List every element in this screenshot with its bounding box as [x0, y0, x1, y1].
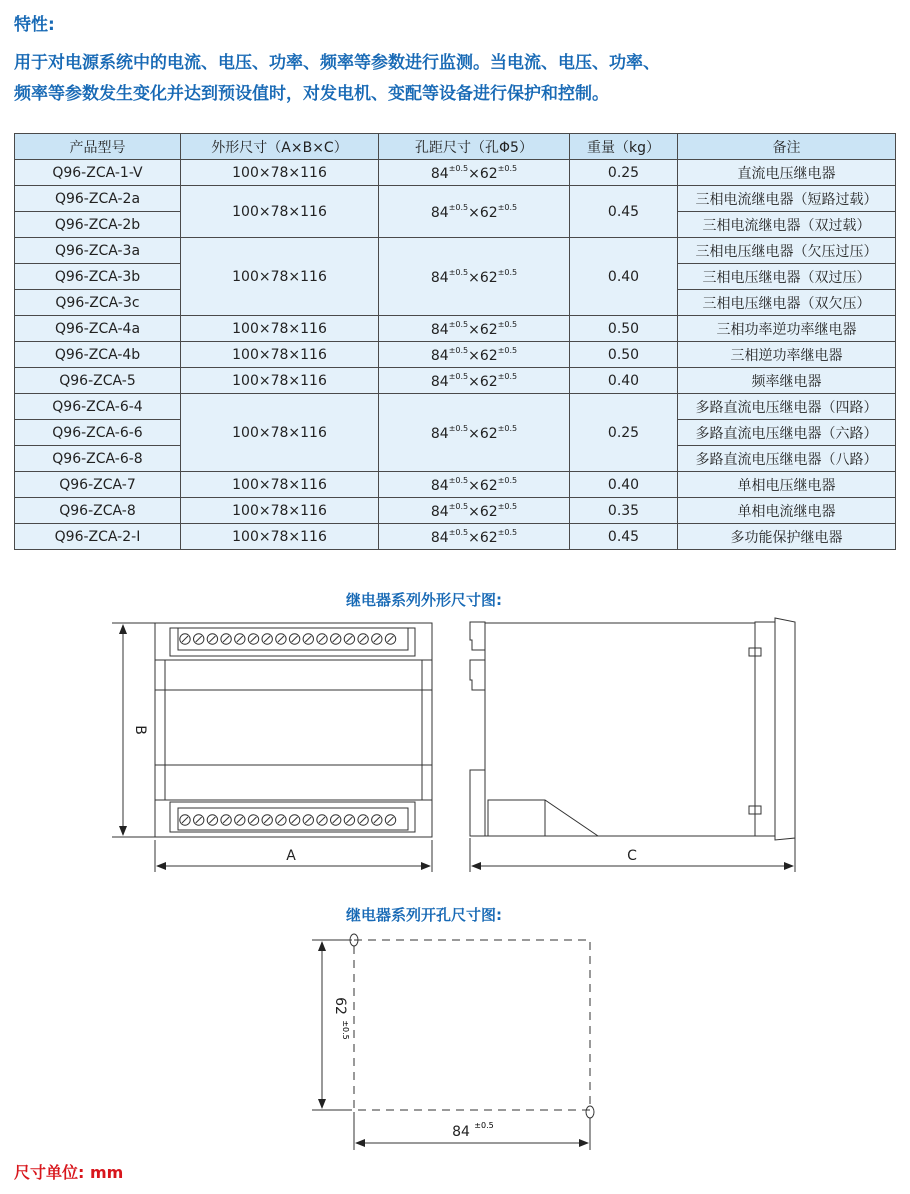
header-weight: 重量（kg） [570, 134, 678, 160]
outline-drawing-title: 继电器系列外形尺寸图: [346, 591, 502, 609]
cell-outline-size: 100×78×116 [181, 368, 379, 394]
intro-line: 用于对电源系统中的电流、电压、功率、频率等参数进行监测。当电流、电压、功率、 [14, 53, 660, 73]
cutout-drawing-title: 继电器系列开孔尺寸图: [346, 906, 502, 924]
cell-weight: 0.40 [570, 368, 678, 394]
intro-line: 频率等参数发生变化并达到预设值时，对发电机、变配等设备进行保护和控制。 [14, 84, 609, 104]
cell-outline-size: 100×78×116 [181, 498, 379, 524]
cell-model: Q96-ZCA-8 [15, 498, 181, 524]
dimension-c-label: C [627, 848, 637, 864]
header-notes: 备注 [678, 134, 896, 160]
cell-outline-size: 100×78×116 [181, 160, 379, 186]
cell-hole-spacing: $84^{\pm 0.5}\times 62^{\pm 0.5}$ [379, 238, 570, 316]
cell-hole-spacing: $84^{\pm 0.5}\times 62^{\pm 0.5}$ [379, 524, 570, 550]
dimension-a-label: A [286, 848, 296, 864]
cell-model: Q96-ZCA-1-V [15, 160, 181, 186]
cell-hole-spacing: $84^{\pm 0.5}\times 62^{\pm 0.5}$ [379, 316, 570, 342]
header-outline-size: 外形尺寸（A×B×C） [181, 134, 379, 160]
cell-outline-size: 100×78×116 [181, 394, 379, 472]
cell-notes: 单相电流继电器 [678, 498, 896, 524]
relay-body-outline [155, 623, 432, 837]
cell-weight: 0.25 [570, 160, 678, 186]
cell-hole-spacing: $84^{\pm 0.5}\times 62^{\pm 0.5}$ [379, 186, 570, 238]
side-view [470, 618, 795, 872]
cell-notes: 单相电压继电器 [678, 472, 896, 498]
cell-hole-spacing: $84^{\pm 0.5}\times 62^{\pm 0.5}$ [379, 368, 570, 394]
cell-weight: 0.40 [570, 238, 678, 316]
cell-notes: 三相电压继电器（双欠压） [678, 290, 896, 316]
cell-notes: 直流电压继电器 [678, 160, 896, 186]
cell-model: Q96-ZCA-6-8 [15, 446, 181, 472]
cell-model: Q96-ZCA-3c [15, 290, 181, 316]
cell-notes: 三相电流继电器（短路过载） [678, 186, 896, 212]
cell-model: Q96-ZCA-4a [15, 316, 181, 342]
cell-weight: 0.45 [570, 524, 678, 550]
cell-outline-size: 100×78×116 [181, 186, 379, 238]
cell-notes: 三相电压继电器（欠压过压） [678, 238, 896, 264]
cell-model: Q96-ZCA-6-4 [15, 394, 181, 420]
header-model: 产品型号 [15, 134, 181, 160]
cell-model: Q96-ZCA-3b [15, 264, 181, 290]
cell-outline-size: 100×78×116 [181, 316, 379, 342]
cell-weight: 0.50 [570, 342, 678, 368]
cell-notes: 多路直流电压继电器（八路） [678, 446, 896, 472]
unit-footnote: 尺寸单位: mm [14, 1163, 124, 1182]
cell-hole-spacing: $84^{\pm 0.5}\times 62^{\pm 0.5}$ [379, 394, 570, 472]
cell-notes: 三相功率逆功率继电器 [678, 316, 896, 342]
svg-text:84: 84 [452, 1124, 470, 1140]
terminal-screws [180, 634, 396, 825]
cell-outline-size: 100×78×116 [181, 524, 379, 550]
cell-model: Q96-ZCA-6-6 [15, 420, 181, 446]
cell-notes: 三相电流继电器（双过载） [678, 212, 896, 238]
cell-notes: 多功能保护继电器 [678, 524, 896, 550]
cell-notes: 频率继电器 [678, 368, 896, 394]
cell-weight: 0.25 [570, 394, 678, 472]
dimension-b-label: B [132, 725, 148, 735]
mounting-hole-bottom-right [586, 1106, 594, 1118]
cell-weight: 0.50 [570, 316, 678, 342]
cell-hole-spacing: $84^{\pm 0.5}\times 62^{\pm 0.5}$ [379, 342, 570, 368]
cell-notes: 多路直流电压继电器（四路） [678, 394, 896, 420]
cutout-outline [354, 940, 590, 1110]
section-heading: 特性: [14, 15, 55, 35]
cell-notes: 三相电压继电器（双过压） [678, 264, 896, 290]
cell-outline-size: 100×78×116 [181, 342, 379, 368]
cell-outline-size: 100×78×116 [181, 238, 379, 316]
cell-hole-spacing: $84^{\pm 0.5}\times 62^{\pm 0.5}$ [379, 498, 570, 524]
cell-weight: 0.35 [570, 498, 678, 524]
dimension-84-label [452, 1121, 494, 1140]
cell-hole-spacing: $84^{\pm 0.5}\times 62^{\pm 0.5}$ [379, 160, 570, 186]
front-view [112, 623, 432, 872]
cell-weight: 0.40 [570, 472, 678, 498]
svg-text:±0.5: ±0.5 [474, 1121, 494, 1130]
cell-model: Q96-ZCA-2-Ⅰ [15, 524, 181, 550]
cutout-view [312, 934, 594, 1150]
cell-model: Q96-ZCA-3a [15, 238, 181, 264]
cell-model: Q96-ZCA-5 [15, 368, 181, 394]
cell-model: Q96-ZCA-4b [15, 342, 181, 368]
cell-notes: 三相逆功率继电器 [678, 342, 896, 368]
cell-notes: 多路直流电压继电器（六路） [678, 420, 896, 446]
cell-model: Q96-ZCA-2b [15, 212, 181, 238]
cell-outline-size: 100×78×116 [181, 472, 379, 498]
header-hole-spacing: 孔距尺寸（孔Φ5） [379, 134, 570, 160]
cell-weight: 0.45 [570, 186, 678, 238]
svg-text:62: 62 [332, 997, 348, 1015]
dimension-62-label [332, 997, 350, 1040]
svg-text:±0.5: ±0.5 [341, 1020, 350, 1040]
cell-hole-spacing: $84^{\pm 0.5}\times 62^{\pm 0.5}$ [379, 472, 570, 498]
cell-model: Q96-ZCA-7 [15, 472, 181, 498]
cell-model: Q96-ZCA-2a [15, 186, 181, 212]
